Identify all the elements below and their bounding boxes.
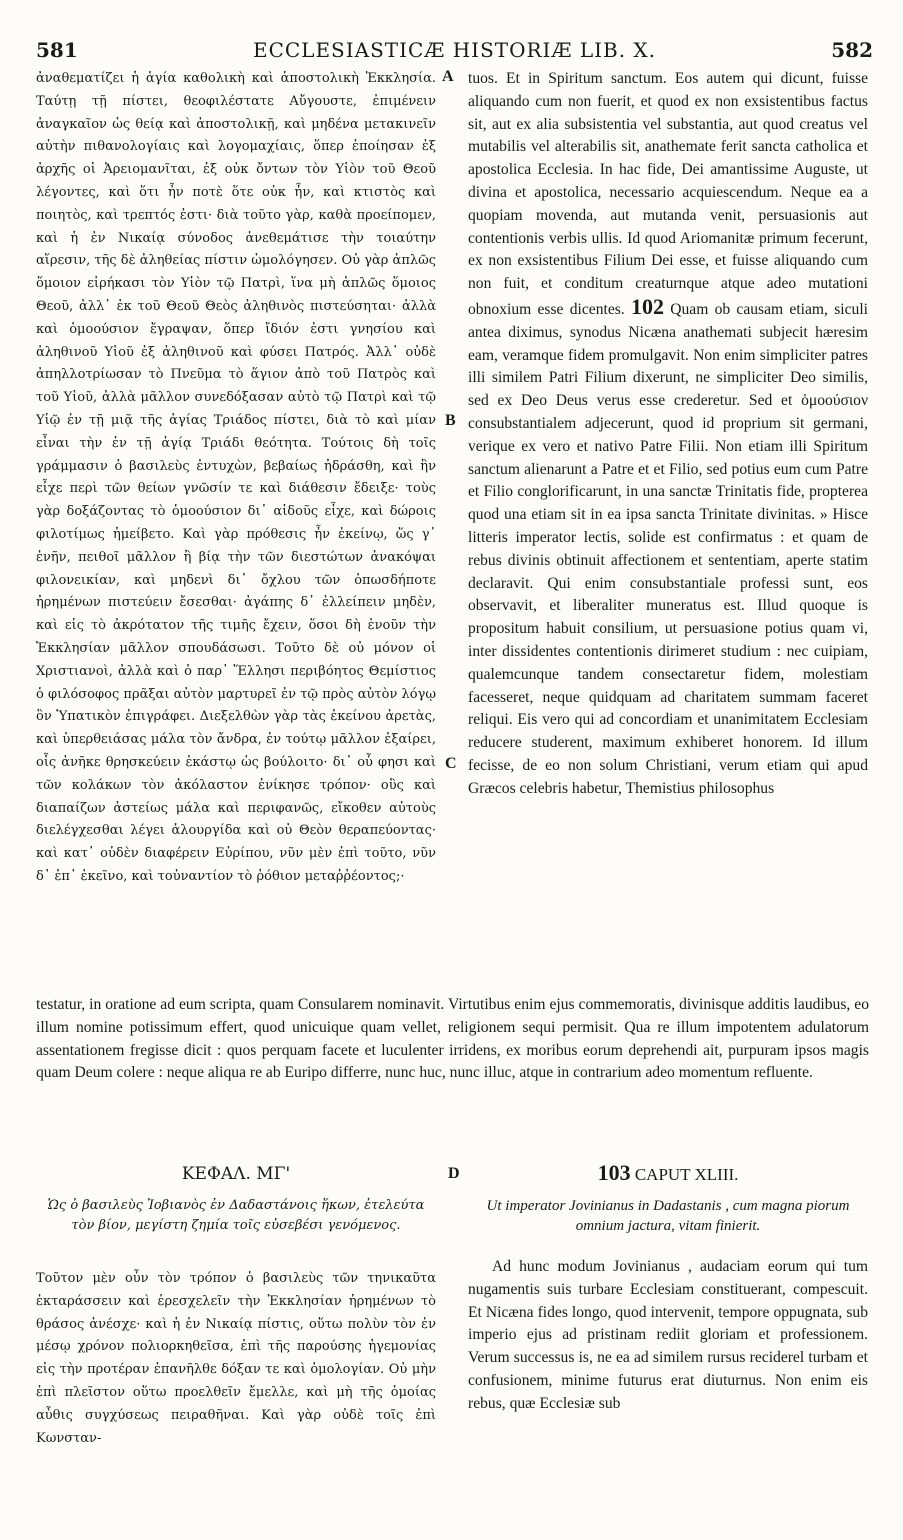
latin-chapter-heading [468,1160,868,1186]
latin-chapter-body [468,1256,868,1518]
greek-main-text: ἀναθεματίζει ἡ ἁγία καθολικὴ καὶ ἀποστολικὴ Ἐκκλησία. Ταύτῃ τῇ πίστει, θεοφιλέστατε Αὔγουστε, ἐπιμένειν ἀναγκαῖον ὡς θείᾳ καὶ ἀποστολικῇ, καὶ μηδένα μετακινεῖν αὐτὴν πιθανολογίαις καὶ λογομαχίαις, ὅπερ ἐποίησαν ἐξ ἀρχῆς οἱ Ἀρειομανῖται, ἐξ οὐκ ὄντων τὸν Υἱὸν τοῦ Θεοῦ λέγοντες, καὶ ὅτι ἦν ποτὲ ὅτε οὐκ ἦν, καὶ κτιστὸς καὶ ποιητὸς, καὶ τρεπτός ἐστι· διὰ τοῦτο γὰρ, καθὰ προείπομεν, καὶ ἡ ἐν Νικαίᾳ σύνοδος ἀνεθεμάτισε τὴν τοιαύτην αἵρεσιν, τῆς δὲ ἀληθείας πίστιν ὡμολόγησεν. Οὐ γὰρ ἁπλῶς ὅμοιον εἰρήκασι τὸν Υἱὸν τῷ Πατρὶ, ἵνα μὴ ἁπλῶς ὅμοιος Θεοῦ, ἀλλ᾽ ἐκ τοῦ Θεοῦ Θεὸς ἀληθινὸς πιστεύσηται· ἀλλὰ καὶ ὁμοούσιον ἔγραψαν, ὅπερ ἴδιόν ἐστι γνησίου καὶ ἀληθινοῦ Υἱοῦ ἐξ ἀληθινοῦ καὶ φύσει Πατρός. Ἀλλ᾽ οὐδὲ ἀπηλλοτρίωσαν τὸ Πνεῦμα τὸ ἅγιον ἀπὸ τοῦ Πατρὸς καὶ τοῦ Υἱοῦ, ἀλλὰ μᾶλλον συνεδόξασαν αὐτὸ τῷ Πατρὶ καὶ τῷ Υἱῷ ἐν τῇ μιᾷ τῆς ἁγίας Τριάδος πίστει, διὰ τὸ καὶ μίαν εἶναι τὴν ἐν τῇ ἁγίᾳ Τριάδι θεότητα. Τούτοις δὴ τοῖς γράμμασιν ὁ βασιλεὺς ἐντυχὼν, βεβαίως ἠδράσθη, καὶ ἣν εἶχε περὶ τῶν θείων γνῶσίν τε καὶ διάθεσιν ἔδειξε· τοὺς γὰρ δοξάζοντας τὸ ὁμοούσιον δι᾽ αἰδοῦς εἶχε, καὶ δώροις φιλοτίμως ἠμείβετο. Καὶ γὰρ πρόθεσις ἦν ἐκείνῳ, ὥς γ᾽ ἐνῆν, πειθοῖ μᾶλλον ἢ βίᾳ τὴν τῶν διεστώτων ἀνακόψαι φιλονεικίαν, καὶ μηδενὶ δι᾽ ὄχλου τῶν ὁπωσδήποτε ἠρημένων πιστεύειν ἔσεσθαι· ἀγάπης δ᾽ ἐλλείπειν μηδὲν, καὶ εἰς τὸ ἀκρότατον τῆς τιμῆς ἔχειν, ὅσοι δὴ ἑνοῦν τὴν Ἐκκλησίαν μᾶλλον σπουδάσωσι. Τοῦτο δὲ οὐ μόνον οἱ Χριστιανοὶ, ἀλλὰ καὶ ὁ παρ᾽ Ἕλλησι περιβόητος Θεμίστιος ὁ φιλόσοφος πρᾶξαι αὐτὸν μαρτυρεῖ ἐν τῷ πρὸς αὐτὸν λόγῳ ὃν Ὑπατικὸν ἐπιγράφει. Διεξελθὼν γὰρ τὰς ἐκείνου ἀρετὰς, καὶ ὑπερθειάσας μάλα τὸν ἄνδρα, ἐν τούτῳ μᾶλλον ἐξαίρει, οἷς ἀνῆκε θρησκεύειν ἑκάστῳ ὡς βούλοιτο· δι᾽ οὗ φησι καὶ τῶν κολάκων τὸν ἀκόλαστον ἐνίκησε τρόπον· οὓς καὶ διαπαίζων ἀστείως μάλα καὶ περιφανῶς, εἴκοθεν αὐτοὺς διελέγχεσθαι λέγει ἁλουργίδα καὶ οὐ Θεὸν θεραπεύοντας· καὶ κατ᾽ οὐδὲν διαφέρειν Εὐρίπου, νῦν μὲν ἐπὶ τοῦτο, νῦν δ᾽ ἐπ᾽ ἐκεῖνο, καὶ τοὐναντίον τὸ ῥόθιον μεταῤῥέοντος;· [36,71,436,884]
latin-fullwidth-text: testatur, in oratione ad eum scripta, quam Consularem nominavit. Virtutibus enim ejus commemoratis, divinisque additis laudibus, eo illum nomine potissimum effert, quod unicuique quam vellet, religionem sequi permisit. Qua re illum impotentem adulatorum assentationem fregisse dicit : quos perquam facete et luculenter irridens, ex moribus eorum deprehendi ait, purpuram ipsos magis quam Deum colere : neque aliqua re ab Euripo differre, nunc huc, nunc illuc, atque in contrarium adeo momentum refluente. [36,996,869,1082]
margin-marker-b: B [445,412,456,429]
section-number-102: 102 [630,293,664,319]
margin-marker-c: C [445,755,457,772]
greek-chapter-summary: Ὡς ὁ βασιλεὺς Ἰοβιανὸς ἐν Δαδαστάνοις ἥκων, ἐτελεύτα τὸν βίον, μεγίστη ζημία τοῖς εὐσεβέσι γενόμενος. [47,1198,425,1233]
greek-chapter-text: Τοῦτον μὲν οὖν τὸν τρόπον ὁ βασιλεὺς τῶν τηνικαῦτα ἐκταράσσειν καὶ ἐρεσχελεῖν τὴν Ἐκκλησίαν ἠρημένων τὸ θράσος ἀνέσχε· καὶ ἡ ἐν Νικαίᾳ πίστις, οὕτω πολὺν τὸν ἐν μέσῳ χρόνον πολιορκηθεῖσα, ἐπὶ τῆς παρούσης ἡγεμονίας εἰς τὴν προτέραν ἐπανῆλθε δόξαν τε καὶ ὁμολογίαν. Οὐ μὴν ἐπὶ πλεῖστον οὕτω προελθεῖν ἔμελλε, καὶ μὴ τῆς ὁμοίας αὖθις συγχύσεως πειραθῆναι. Καὶ γὰρ οὐδὲ τοῖς ἐπὶ Κωνσταν- [36,1271,436,1446]
latin-column [468,68,868,990]
latin-chapter-text: Ad hunc modum Jovinianus , audaciam eorum qui tum nugamentis suis turbare Ecclesiam constituerant, compescuit. Et Nicæna fides longo, quod intervenit, tempore oppugnata, sub imperio ejus ad pristinam rediit gloriam et professionem. Verum successus is, ne ea ad similem rursus reciderel turbam et confusionem, minime futurus erat diuturnus. Non enim eis rebus, quæ Ecclesiæ sub [468,1258,868,1412]
latin-chapter-summary: Ut imperator Jovinianus in Dadastanis , cum magna piorum omnium jactura, vitam finierit. [486,1198,850,1234]
latin-main-text-a: tuos. Et in Spiritum sanctum. Eos autem qui dicunt, fuisse aliquando cum non fuerit, et quod ex non exsistentibus factus sit, aut ex alia subsistentia vel substantia, aut quod creatus vel mutabilis vel alterabilis sit, anathemate ferit sancta catholica et apostolica Ecclesia. In hac fide, Dei amantissime Auguste, ut divina et apostolica, necessario acquiescendum. Neque ea a quopiam movenda, aut mutanda venit, persuasionis aut contentionis verbis ullis. Id quod Ariomanitæ primum fecerunt, ex non exsistentibus Filium Dei esse, et fuisse aliquando cum non fuit, et conditum creaturnque atque adeo mutationi obnoxium esse dicentes. [468,70,868,318]
margin-marker-d: D [448,1165,460,1182]
running-title: ECCLESIASTICÆ HISTORIÆ LIB. X. [252,38,657,62]
running-head [36,38,873,64]
latin-main-text-b: Quam ob causam etiam, siculi antea diximus, synodus Nicæna anathemati subjecit hæresim eam, veramque fidem promulgavit. Non enim simpliciter patres illi similem Patri Filium dixerunt, ne simpliciter Deo similis, sed ex Deo Deus verus esse crederetur. Sed et ὁμοούσιον consubstantialem adjecerunt, quod id proprium sit germani, verique ex vero et nativo Patre Filii. Non etiam illi Spiritum sanctum alienarunt a Patre et et Filio, sed potius eum cum Patre et Filio conglorificarunt, in una sanctæ Trinitatis fide, propterea quod una etiam sit in ea ipsa sancta Trinitate divinitas. » Hisce litteris imperator lectis, solide est confirmatus : et quam de rebus divinis obtinuit affectionem et sententiam, aperte statim declaravit. Qui enim consubstantiale professi sunt, eos observavit, et liberaliter muneratus est. Illud quoque is propositum habuit consilium, ut persuasione potius quam vi, inter dissidentes contentionis dirimeret studium : nec cuipiam, qualemcunque tandem consectaretur fidem, molestiam facesseret, neque quidquam ad charitatem summam faceret reliqui. Eis vero qui ad concordiam et unanimitatem Ecclesiam reducere studerent, maximum exhiberet honorem. Id illum fecisse, de eo non solum Christiani, verum etiam qui apud Græcos celebris habetur, Themistius philosophus [468,300,868,797]
greek-chapter-body [36,1268,436,1518]
section-number-103: 103 [597,1160,631,1185]
page-number-left: 581 [36,38,78,62]
margin-marker-a: A [442,68,454,85]
page-number-right: 582 [831,38,873,62]
latin-chapter-title: CAPUT XLIII. [634,1165,739,1184]
latin-fullwidth-block [36,994,869,1152]
greek-chapter-heading: ΚΕΦΑΛ. ΜΓ' [181,1164,291,1184]
greek-column [36,68,436,990]
